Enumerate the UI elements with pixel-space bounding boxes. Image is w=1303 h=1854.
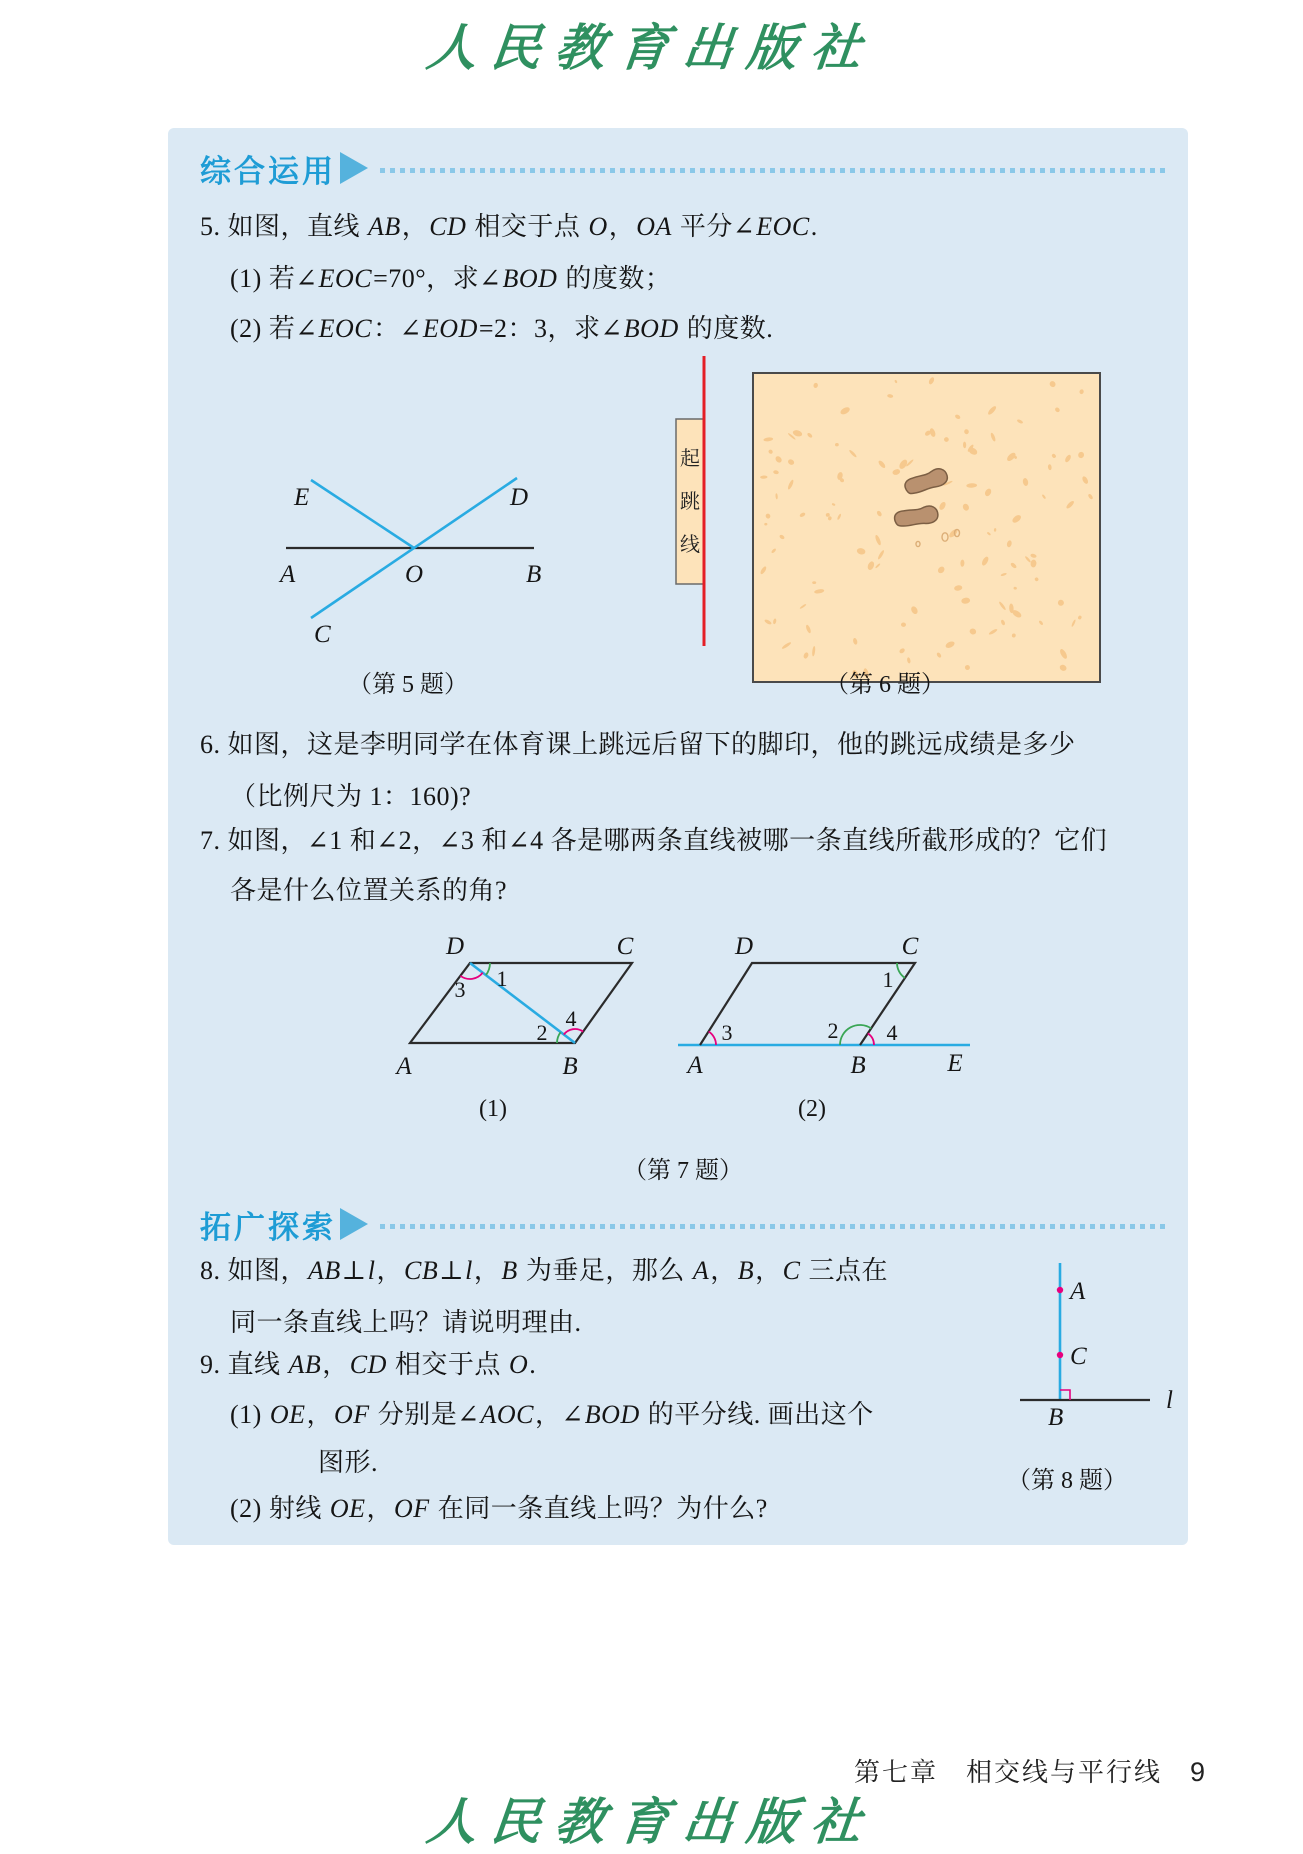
- figure-7-sublabel-1: (1): [479, 1096, 507, 1122]
- right-angle-mark: [1060, 1390, 1070, 1400]
- vertex-label-A1: A: [396, 1053, 412, 1080]
- figure-8-caption: （第 8 题）: [1007, 1468, 1127, 1494]
- point-label-C: C: [1070, 1343, 1087, 1370]
- takeoff-board-char-3: 线: [680, 534, 700, 556]
- angle-1-arc: [486, 963, 490, 975]
- problem-9-line-2: (1) OE，OF 分别是∠AOC，∠BOD 的平分线. 画出这个: [230, 1400, 874, 1429]
- figure-7-diagram: [330, 930, 990, 1090]
- vertex-label-C1: C: [616, 933, 634, 960]
- problem-7-line-1: 7. 如图，∠1 和∠2，∠3 和∠4 各是哪两条直线被哪一条直线所截形成的？它们: [200, 826, 1108, 855]
- point-label-B: B: [1048, 1404, 1064, 1431]
- angle-label-2-2: 2: [827, 1018, 839, 1043]
- figure-8-diagram: [1020, 1255, 1190, 1435]
- angle-2-arc: [557, 1032, 561, 1043]
- problem-5-line-2: (1) 若∠EOC=70°，求∠BOD 的度数；: [230, 264, 672, 293]
- vertex-label-B1: B: [562, 1053, 578, 1080]
- diagonal-DB: [470, 963, 575, 1043]
- point-label-D: D: [510, 484, 529, 511]
- problem-9-line-4: (2) 射线 OE，OF 在同一条直线上吗？为什么?: [230, 1494, 768, 1523]
- point-label-O: O: [405, 561, 424, 588]
- section-dotted-rule: [380, 168, 1168, 173]
- problem-9-line-3: 图形.: [318, 1448, 379, 1477]
- takeoff-board-char-1: 起: [680, 448, 700, 470]
- angle-label-4: 4: [565, 1006, 577, 1031]
- figure-5-caption: （第 5 题）: [348, 672, 468, 698]
- page-number: 9: [1189, 1757, 1205, 1787]
- point-label-A: A: [1070, 1278, 1086, 1305]
- problem-6-line-1: 6. 如图，这是李明同学在体育课上跳远后留下的脚印，他的跳远成绩是多少: [200, 730, 1076, 759]
- point-label-C: C: [314, 621, 331, 648]
- vertex-label-D1: D: [445, 933, 465, 960]
- figure-6-illustration: [660, 350, 1110, 690]
- vertex-label-C2: C: [901, 933, 919, 960]
- problem-5-line-3: (2) 若∠EOC：∠EOD=2：3，求∠BOD 的度数.: [230, 314, 774, 343]
- figure-5-diagram: [270, 460, 570, 660]
- line-label-l: l: [1166, 1387, 1173, 1414]
- point-A-dot: [1057, 1287, 1063, 1293]
- angle-label-1-2: 1: [882, 967, 894, 992]
- problem-7-line-2: 各是什么位置关系的角?: [230, 876, 508, 905]
- section-dotted-rule: [380, 1224, 1168, 1229]
- problem-8-line-1: 8. 如图，AB⊥l，CB⊥l，B 为垂足，那么 A，B，C 三点在: [200, 1256, 888, 1285]
- angle-label-3: 3: [454, 977, 466, 1002]
- publisher-watermark-bottom: 人民教育出版社: [424, 1794, 879, 1850]
- section-title-comprehensive: 综合运用: [200, 154, 336, 189]
- point-label-A: A: [280, 561, 296, 588]
- section-title-exploration: 拓广探索: [200, 1210, 336, 1245]
- angle-label-4-2: 4: [886, 1020, 898, 1045]
- ray-OE: [311, 480, 414, 548]
- section-arrow-icon: [340, 152, 368, 184]
- figure-7-caption: （第 7 题）: [623, 1158, 743, 1184]
- figure-6-caption: （第 6 题）: [825, 672, 945, 698]
- point-label-E: E: [294, 484, 310, 511]
- vertex-label-D2: D: [734, 933, 754, 960]
- problem-9-line-1: 9. 直线 AB，CD 相交于点 O.: [200, 1350, 537, 1379]
- publisher-watermark-top: 人民教育出版社: [424, 20, 879, 76]
- vertex-label-B2: B: [850, 1052, 866, 1079]
- vertex-label-A2: A: [687, 1052, 703, 1079]
- point-C-dot: [1057, 1352, 1063, 1358]
- problem-6-line-2: （比例尺为 1：160)?: [230, 782, 472, 811]
- vertex-label-E2: E: [947, 1050, 963, 1077]
- angle-3-arc-2: [709, 1032, 716, 1046]
- point-label-B: B: [526, 561, 542, 588]
- angle-1-arc-2: [897, 963, 905, 978]
- angle-label-1: 1: [496, 966, 508, 991]
- section-arrow-icon: [340, 1208, 368, 1240]
- chapter-title: 第七章 相交线与平行线: [853, 1758, 1162, 1787]
- angle-label-2: 2: [536, 1020, 548, 1045]
- angle-4-arc-2: [868, 1033, 874, 1045]
- angle-label-3-2: 3: [721, 1020, 733, 1045]
- figure-7-sublabel-2: (2): [798, 1096, 826, 1122]
- problem-8-line-2: 同一条直线上吗？请说明理由.: [230, 1308, 582, 1337]
- sand-pit: [753, 373, 1100, 682]
- problem-5-line-1: 5. 如图，直线 AB，CD 相交于点 O，OA 平分∠EOC.: [200, 212, 818, 241]
- takeoff-board-char-2: 跳: [680, 491, 700, 513]
